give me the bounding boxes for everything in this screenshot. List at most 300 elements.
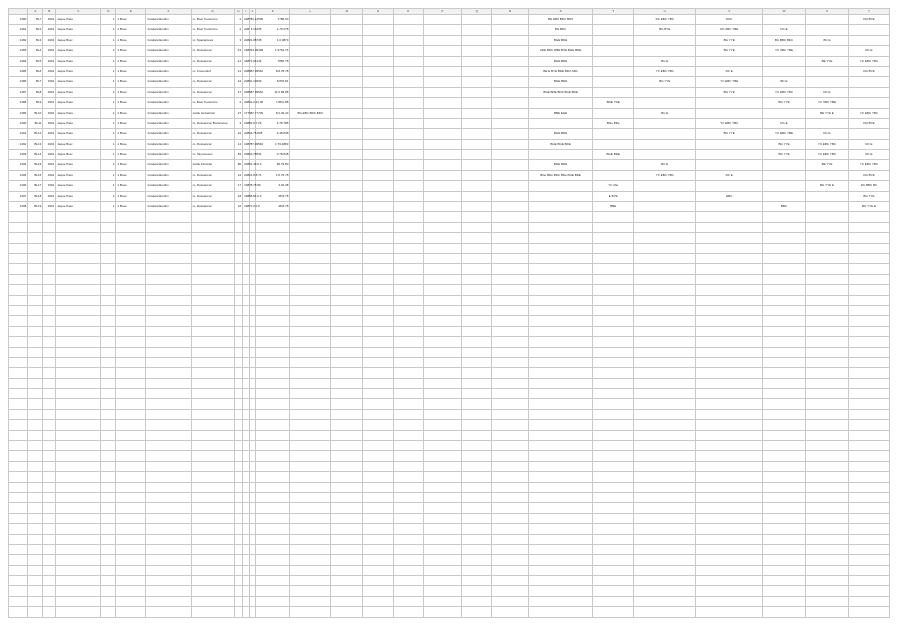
- empty-cell[interactable]: [56, 399, 101, 409]
- column-header[interactable]: S: [528, 9, 592, 15]
- table-cell[interactable]: 1.8.8.74: [249, 170, 255, 180]
- table-cell[interactable]: [806, 25, 849, 35]
- empty-cell[interactable]: [101, 368, 116, 378]
- empty-cell[interactable]: [101, 264, 116, 274]
- empty-cell[interactable]: [634, 368, 696, 378]
- empty-cell[interactable]: [848, 212, 889, 222]
- empty-cell[interactable]: [331, 586, 363, 596]
- table-cell[interactable]: [763, 66, 806, 76]
- empty-cell[interactable]: [331, 285, 363, 295]
- empty-cell[interactable]: [191, 368, 234, 378]
- empty-row[interactable]: [9, 420, 890, 430]
- table-cell[interactable]: YC EBC YBC: [634, 66, 696, 76]
- empty-cell[interactable]: [806, 295, 849, 305]
- empty-cell[interactable]: [28, 441, 43, 451]
- empty-cell[interactable]: [763, 461, 806, 471]
- table-cell[interactable]: BG YYE: [763, 150, 806, 160]
- empty-cell[interactable]: [290, 233, 331, 243]
- empty-cell[interactable]: [234, 586, 243, 596]
- empty-cell[interactable]: [43, 492, 56, 502]
- empty-cell[interactable]: [462, 586, 492, 596]
- table-cell[interactable]: 8.8.78.78: [256, 66, 290, 76]
- empty-cell[interactable]: [9, 389, 28, 399]
- table-cell[interactable]: [363, 191, 393, 201]
- empty-cell[interactable]: [9, 243, 28, 253]
- empty-cell[interactable]: [146, 399, 191, 409]
- empty-cell[interactable]: [331, 420, 363, 430]
- empty-cell[interactable]: [393, 565, 423, 575]
- empty-cell[interactable]: [763, 513, 806, 523]
- empty-cell[interactable]: [56, 222, 101, 232]
- table-cell[interactable]: 1.08738: [249, 35, 255, 45]
- empty-cell[interactable]: [256, 555, 290, 565]
- empty-cell[interactable]: [290, 565, 331, 575]
- table-cell[interactable]: Grodanclamdim: [146, 35, 191, 45]
- empty-cell[interactable]: [806, 285, 849, 295]
- empty-cell[interactable]: [393, 524, 423, 534]
- empty-cell[interactable]: [763, 274, 806, 284]
- table-cell[interactable]: BC E: [634, 108, 696, 118]
- table-cell[interactable]: BC BBC BDC: [763, 35, 806, 45]
- table-cell[interactable]: [593, 129, 634, 139]
- empty-cell[interactable]: [234, 472, 243, 482]
- table-cell[interactable]: [492, 129, 529, 139]
- table-cell[interactable]: [423, 181, 462, 191]
- empty-cell[interactable]: [191, 316, 234, 326]
- table-cell[interactable]: BL3: [28, 35, 43, 45]
- empty-cell[interactable]: [423, 482, 462, 492]
- empty-cell[interactable]: [528, 430, 592, 440]
- empty-cell[interactable]: [256, 368, 290, 378]
- empty-cell[interactable]: [256, 565, 290, 575]
- empty-cell[interactable]: [393, 482, 423, 492]
- table-cell[interactable]: [462, 25, 492, 35]
- empty-cell[interactable]: [191, 264, 234, 274]
- empty-cell[interactable]: [763, 357, 806, 367]
- empty-cell[interactable]: [331, 295, 363, 305]
- empty-cell[interactable]: [848, 316, 889, 326]
- table-cell[interactable]: [696, 202, 763, 212]
- empty-row[interactable]: [9, 441, 890, 451]
- table-cell[interactable]: BL8: [28, 87, 43, 97]
- empty-cell[interactable]: [393, 357, 423, 367]
- table-row[interactable]: [9, 181, 890, 191]
- table-cell[interactable]: Jeque Pass: [56, 46, 101, 56]
- table-cell[interactable]: DC E: [806, 129, 849, 139]
- table-cell[interactable]: [423, 66, 462, 76]
- empty-cell[interactable]: [696, 233, 763, 243]
- table-cell[interactable]: 1 Boxe: [116, 150, 146, 160]
- empty-cell[interactable]: [146, 264, 191, 274]
- empty-cell[interactable]: [9, 503, 28, 513]
- table-cell[interactable]: 81.12599: [249, 15, 255, 25]
- empty-cell[interactable]: [116, 316, 146, 326]
- table-cell[interactable]: Jeque Pass: [56, 15, 101, 25]
- empty-cell[interactable]: [331, 492, 363, 502]
- table-cell[interactable]: ro. Rozeancuc: [191, 202, 234, 212]
- table-cell[interactable]: E BYE: [593, 191, 634, 201]
- table-cell[interactable]: [462, 108, 492, 118]
- empty-cell[interactable]: [363, 368, 393, 378]
- empty-cell[interactable]: [806, 389, 849, 399]
- table-cell[interactable]: YC EBC YBC: [848, 56, 889, 66]
- empty-cell[interactable]: [56, 305, 101, 315]
- empty-row[interactable]: [9, 503, 890, 513]
- table-cell[interactable]: BC E: [806, 35, 849, 45]
- column-header[interactable]: Q: [462, 9, 492, 15]
- empty-cell[interactable]: [256, 274, 290, 284]
- table-cell[interactable]: Jeque Boer: [56, 35, 101, 45]
- table-cell[interactable]: [393, 98, 423, 108]
- table-cell[interactable]: [331, 46, 363, 56]
- table-row[interactable]: [9, 202, 890, 212]
- empty-cell[interactable]: [146, 430, 191, 440]
- empty-cell[interactable]: [101, 461, 116, 471]
- table-cell[interactable]: BL15: [28, 160, 43, 170]
- table-cell[interactable]: Grodanclamdim: [146, 202, 191, 212]
- empty-cell[interactable]: [593, 544, 634, 554]
- empty-cell[interactable]: [423, 295, 462, 305]
- table-cell[interactable]: Jeque Pass: [56, 98, 101, 108]
- empty-cell[interactable]: [191, 534, 234, 544]
- empty-cell[interactable]: [848, 337, 889, 347]
- empty-cell[interactable]: [848, 513, 889, 523]
- empty-cell[interactable]: [9, 420, 28, 430]
- empty-cell[interactable]: [290, 399, 331, 409]
- empty-cell[interactable]: [528, 534, 592, 544]
- empty-cell[interactable]: [9, 565, 28, 575]
- empty-cell[interactable]: [43, 555, 56, 565]
- empty-cell[interactable]: [146, 212, 191, 222]
- empty-cell[interactable]: [462, 461, 492, 471]
- empty-cell[interactable]: [593, 596, 634, 606]
- empty-cell[interactable]: [848, 607, 889, 617]
- empty-cell[interactable]: [462, 451, 492, 461]
- empty-cell[interactable]: [806, 420, 849, 430]
- empty-cell[interactable]: [256, 305, 290, 315]
- empty-cell[interactable]: [393, 316, 423, 326]
- empty-cell[interactable]: [234, 596, 243, 606]
- empty-cell[interactable]: [492, 482, 529, 492]
- empty-cell[interactable]: [696, 555, 763, 565]
- table-cell[interactable]: [363, 77, 393, 87]
- empty-cell[interactable]: [763, 420, 806, 430]
- table-cell[interactable]: 1: [101, 191, 116, 201]
- column-header[interactable]: L: [290, 9, 331, 15]
- table-cell[interactable]: 4.48.848: [256, 129, 290, 139]
- empty-cell[interactable]: [56, 586, 101, 596]
- empty-row[interactable]: [9, 492, 890, 502]
- empty-cell[interactable]: [9, 326, 28, 336]
- empty-row[interactable]: [9, 264, 890, 274]
- empty-cell[interactable]: [101, 243, 116, 253]
- empty-cell[interactable]: [462, 264, 492, 274]
- empty-cell[interactable]: [256, 233, 290, 243]
- empty-cell[interactable]: [696, 222, 763, 232]
- table-cell[interactable]: 1491: [9, 129, 28, 139]
- table-cell[interactable]: BL9: [28, 98, 43, 108]
- table-cell[interactable]: [462, 181, 492, 191]
- empty-cell[interactable]: [9, 357, 28, 367]
- empty-cell[interactable]: [806, 243, 849, 253]
- empty-cell[interactable]: [763, 472, 806, 482]
- empty-cell[interactable]: [331, 472, 363, 482]
- empty-cell[interactable]: [363, 607, 393, 617]
- table-cell[interactable]: BG YYE: [696, 35, 763, 45]
- empty-cell[interactable]: [101, 534, 116, 544]
- empty-cell[interactable]: [290, 451, 331, 461]
- empty-cell[interactable]: [256, 347, 290, 357]
- table-cell[interactable]: DC E: [763, 118, 806, 128]
- empty-cell[interactable]: [331, 212, 363, 222]
- table-row[interactable]: [9, 118, 890, 128]
- empty-cell[interactable]: [9, 451, 28, 461]
- table-cell[interactable]: [393, 160, 423, 170]
- table-cell[interactable]: zarde Fluzicial: [191, 160, 234, 170]
- empty-cell[interactable]: [593, 482, 634, 492]
- table-cell[interactable]: ro. Rozeancuc: [191, 56, 234, 66]
- empty-cell[interactable]: [528, 243, 592, 253]
- table-cell[interactable]: [492, 87, 529, 97]
- empty-cell[interactable]: [28, 285, 43, 295]
- table-cell[interactable]: 1991: [43, 129, 56, 139]
- empty-cell[interactable]: [43, 586, 56, 596]
- empty-cell[interactable]: [116, 233, 146, 243]
- empty-cell[interactable]: [528, 420, 592, 430]
- empty-cell[interactable]: [492, 326, 529, 336]
- empty-cell[interactable]: [9, 544, 28, 554]
- empty-cell[interactable]: [146, 492, 191, 502]
- empty-cell[interactable]: [9, 409, 28, 419]
- empty-cell[interactable]: [234, 222, 243, 232]
- table-cell[interactable]: BC E: [634, 56, 696, 66]
- empty-cell[interactable]: [593, 357, 634, 367]
- table-cell[interactable]: [393, 56, 423, 66]
- table-cell[interactable]: Grodanclamdim: [146, 15, 191, 25]
- empty-cell[interactable]: [191, 596, 234, 606]
- empty-cell[interactable]: [763, 492, 806, 502]
- empty-cell[interactable]: [290, 461, 331, 471]
- empty-cell[interactable]: [234, 451, 243, 461]
- empty-cell[interactable]: [43, 326, 56, 336]
- empty-cell[interactable]: [234, 544, 243, 554]
- empty-cell[interactable]: [146, 347, 191, 357]
- table-cell[interactable]: Grodanclamdim: [146, 66, 191, 76]
- empty-cell[interactable]: [393, 305, 423, 315]
- empty-cell[interactable]: [28, 253, 43, 263]
- table-cell[interactable]: [393, 15, 423, 25]
- table-cell[interactable]: [423, 77, 462, 87]
- empty-cell[interactable]: [806, 337, 849, 347]
- table-cell[interactable]: [634, 87, 696, 97]
- table-cell[interactable]: 1991: [43, 181, 56, 191]
- empty-cell[interactable]: [146, 305, 191, 315]
- table-cell[interactable]: [462, 160, 492, 170]
- table-cell[interactable]: BBE EGE: [528, 108, 592, 118]
- table-cell[interactable]: [696, 160, 763, 170]
- empty-cell[interactable]: [43, 222, 56, 232]
- table-cell[interactable]: [393, 202, 423, 212]
- empty-cell[interactable]: [116, 409, 146, 419]
- empty-cell[interactable]: [393, 337, 423, 347]
- empty-cell[interactable]: [462, 503, 492, 513]
- table-cell[interactable]: [462, 77, 492, 87]
- empty-cell[interactable]: [696, 544, 763, 554]
- empty-cell[interactable]: [331, 555, 363, 565]
- column-header[interactable]: O: [393, 9, 423, 15]
- table-cell[interactable]: 1 Boxe: [116, 139, 146, 149]
- table-cell[interactable]: DC E: [696, 66, 763, 76]
- empty-cell[interactable]: [462, 347, 492, 357]
- empty-cell[interactable]: [191, 555, 234, 565]
- empty-cell[interactable]: [290, 305, 331, 315]
- empty-cell[interactable]: [146, 378, 191, 388]
- empty-cell[interactable]: [43, 285, 56, 295]
- empty-cell[interactable]: [234, 212, 243, 222]
- empty-cell[interactable]: [116, 596, 146, 606]
- column-header[interactable]: I: [243, 9, 249, 15]
- empty-cell[interactable]: [696, 586, 763, 596]
- empty-cell[interactable]: [56, 264, 101, 274]
- empty-cell[interactable]: [634, 555, 696, 565]
- empty-cell[interactable]: [331, 337, 363, 347]
- empty-cell[interactable]: [492, 357, 529, 367]
- spreadsheet-grid[interactable]: [8, 8, 890, 628]
- table-cell[interactable]: YC dhe: [593, 181, 634, 191]
- table-cell[interactable]: DC E: [763, 25, 806, 35]
- table-cell[interactable]: YC XBC YBE: [806, 98, 849, 108]
- table-row[interactable]: [9, 191, 890, 201]
- empty-cell[interactable]: [492, 243, 529, 253]
- table-cell[interactable]: 1 Boxe: [116, 160, 146, 170]
- table-cell[interactable]: BN EBX BDC BDX: [528, 15, 592, 25]
- empty-cell[interactable]: [116, 461, 146, 471]
- empty-cell[interactable]: [256, 409, 290, 419]
- empty-cell[interactable]: [806, 326, 849, 336]
- table-cell[interactable]: [331, 181, 363, 191]
- empty-cell[interactable]: [593, 441, 634, 451]
- empty-cell[interactable]: [492, 253, 529, 263]
- empty-cell[interactable]: [290, 492, 331, 502]
- empty-cell[interactable]: [848, 409, 889, 419]
- empty-cell[interactable]: [256, 524, 290, 534]
- table-cell[interactable]: [423, 139, 462, 149]
- empty-cell[interactable]: [43, 451, 56, 461]
- empty-cell[interactable]: [848, 524, 889, 534]
- table-cell[interactable]: Jeque Pass: [56, 66, 101, 76]
- table-cell[interactable]: 1991: [43, 77, 56, 87]
- empty-cell[interactable]: [634, 253, 696, 263]
- table-cell[interactable]: [848, 35, 889, 45]
- table-cell[interactable]: BBE: [593, 202, 634, 212]
- table-cell[interactable]: [423, 170, 462, 180]
- empty-cell[interactable]: [462, 482, 492, 492]
- empty-cell[interactable]: [462, 295, 492, 305]
- empty-cell[interactable]: [593, 285, 634, 295]
- empty-cell[interactable]: [423, 243, 462, 253]
- empty-cell[interactable]: [116, 513, 146, 523]
- empty-cell[interactable]: [146, 555, 191, 565]
- table-cell[interactable]: zarde Hezaxicial: [191, 108, 234, 118]
- empty-cell[interactable]: [393, 555, 423, 565]
- empty-cell[interactable]: [363, 420, 393, 430]
- table-cell[interactable]: BL6: [28, 66, 43, 76]
- table-cell[interactable]: 99.79.80: [256, 160, 290, 170]
- table-cell[interactable]: BL13: [28, 139, 43, 149]
- column-header[interactable]: D: [101, 9, 116, 15]
- empty-cell[interactable]: [331, 430, 363, 440]
- table-cell[interactable]: [331, 108, 363, 118]
- empty-cell[interactable]: [492, 596, 529, 606]
- table-cell[interactable]: Grodanclamdim: [146, 160, 191, 170]
- table-cell[interactable]: [363, 98, 393, 108]
- empty-cell[interactable]: [363, 305, 393, 315]
- empty-cell[interactable]: [28, 357, 43, 367]
- empty-cell[interactable]: [56, 461, 101, 471]
- empty-cell[interactable]: [28, 430, 43, 440]
- table-cell[interactable]: BGE BDE BDX BGE BDE: [528, 87, 592, 97]
- empty-row[interactable]: [9, 451, 890, 461]
- table-cell[interactable]: [363, 56, 393, 66]
- table-cell[interactable]: [393, 25, 423, 35]
- empty-cell[interactable]: [848, 451, 889, 461]
- table-cell[interactable]: 2: [234, 98, 243, 108]
- table-row[interactable]: [9, 139, 890, 149]
- empty-cell[interactable]: [331, 409, 363, 419]
- empty-cell[interactable]: [393, 212, 423, 222]
- empty-cell[interactable]: [393, 389, 423, 399]
- table-cell[interactable]: 1 Boxe: [116, 181, 146, 191]
- empty-cell[interactable]: [593, 389, 634, 399]
- empty-cell[interactable]: [806, 555, 849, 565]
- empty-cell[interactable]: [56, 482, 101, 492]
- empty-row[interactable]: [9, 399, 890, 409]
- table-cell[interactable]: [393, 129, 423, 139]
- empty-cell[interactable]: [363, 576, 393, 586]
- empty-row[interactable]: [9, 430, 890, 440]
- empty-row[interactable]: [9, 305, 890, 315]
- empty-cell[interactable]: [28, 576, 43, 586]
- empty-cell[interactable]: [593, 378, 634, 388]
- empty-cell[interactable]: [256, 472, 290, 482]
- empty-cell[interactable]: [528, 565, 592, 575]
- empty-cell[interactable]: [423, 555, 462, 565]
- empty-cell[interactable]: [256, 295, 290, 305]
- table-cell[interactable]: [423, 118, 462, 128]
- table-cell[interactable]: BL2: [28, 25, 43, 35]
- table-cell[interactable]: YC EBC YBC: [806, 139, 849, 149]
- table-cell[interactable]: Grodanclamdim: [146, 150, 191, 160]
- empty-cell[interactable]: [101, 544, 116, 554]
- table-cell[interactable]: Jeque Pass: [56, 129, 101, 139]
- empty-cell[interactable]: [116, 399, 146, 409]
- table-cell[interactable]: 17: [234, 181, 243, 191]
- empty-cell[interactable]: [763, 565, 806, 575]
- empty-cell[interactable]: [423, 285, 462, 295]
- table-cell[interactable]: 1: [101, 202, 116, 212]
- empty-cell[interactable]: [116, 482, 146, 492]
- empty-row[interactable]: [9, 368, 890, 378]
- empty-cell[interactable]: [528, 399, 592, 409]
- empty-cell[interactable]: [101, 316, 116, 326]
- empty-cell[interactable]: [492, 586, 529, 596]
- empty-cell[interactable]: [696, 389, 763, 399]
- empty-cell[interactable]: [28, 316, 43, 326]
- table-cell[interactable]: 87.99540: [249, 139, 255, 149]
- empty-cell[interactable]: [43, 316, 56, 326]
- empty-cell[interactable]: [593, 430, 634, 440]
- empty-cell[interactable]: [593, 565, 634, 575]
